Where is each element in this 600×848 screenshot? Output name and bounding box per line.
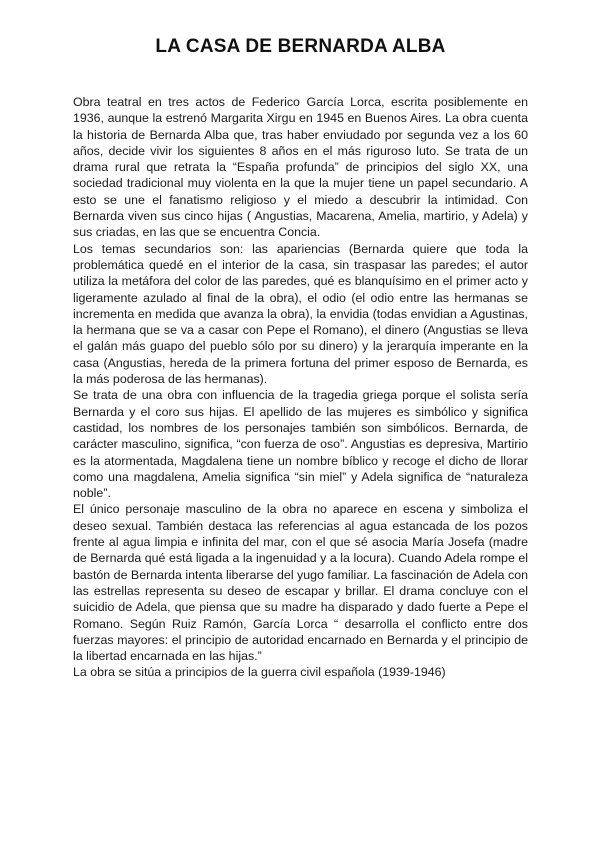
document-body xyxy=(73,94,528,681)
paragraph-introduction: Obra teatral en tres actos de Federico García Lorca, escrita posiblemente en 1936, aunque la estrenó Margarita Xirgu en 1945 en Buenos Aires. La obra cuenta la historia de Bernarda Alba que, tras haber enviudado por segunda vez a los 60 años, decide vivir los siguientes 8 años en el más riguroso luto. Se trata de un drama rural que retrata la “España profunda” de principios del siglo XX, una sociedad tradicional muy violenta en la que la mujer tiene un papel secundario. A esto se une el fanatismo religioso y el miedo a descubrir la intimidad. Con Bernarda viven sus cinco hijas ( Angustias, Macarena, Amelia, martirio, y Adela) y sus criadas, en las que se encuentra Concia. xyxy=(73,95,528,240)
paragraph-symbolism: El único personaje masculino de la obra no aparece en escena y simboliza el deseo sexual. También destaca las referencias al agua estancada de los pozos frente al agua limpia e infinita del mar, con el que sé asocia María Josefa (madre de Bernarda qué está ligada a la ingenuidad y a la locura). Cuando Adela rompe el bastón de Bernarda intenta liberarse del yugo familiar. La fascinación de Adela con las estrellas representa su deseo de escapar y brillar. El drama concluye con el suicidio de Adela, que piensa que su madre ha disparado y dado fuerte a Pepe el Romano. Según Ruiz Ramón, García Lorca “ desarrolla el conflicto entre dos fuerzas mayores: el principio de autoridad encarnado en Bernarda y el principio de la libertad encarnada en las hijas.” xyxy=(73,502,528,664)
paragraph-secondary-themes: Los temas secundarios son: las apariencias (Bernarda quiere que toda la problemática quedé en el interior de la casa, sin traspasar las paredes; el autor utiliza la metáfora del color de las paredes, qué es blanquísimo en el primer acto y ligeramente azulado al final de la obra), el odio (el odio entre las hermanas se incrementa en medida que avanza la obra), la envidia (todas envidian a Agustinas, la hermana que se va a casar con Pepe el Romano), el dinero (Angustias se lleva el galán más guapo del pueblo sólo por su dinero) y la jerarquía imperante en la casa (Angustias, hereda de la primera fortuna del primer esposo de Bernarda, es la más poderosa de las hermanas). xyxy=(73,241,528,387)
page-title: LA CASA DE BERNARDA ALBA xyxy=(155,36,446,57)
paragraph-greek-tragedy-influence: Se trata de una obra con influencia de la tragedia griega porque el solista sería Bernarda y el coro sus hijas. El apellido de las mujeres es simbólico y significa castidad, los nombres de los personajes también son simbólicos. Bernarda, de carácter masculino, significa, “con fuerza de oso”. Angustias es depresiva, Martirio es la atormentada, Magdalena tiene un nombre bíblico y recoge el dicho de llorar como una magdalena, Amelia significa “sin miel” y Adela significa de “naturaleza noble”. xyxy=(73,388,528,501)
paragraph-setting: La obra se sitúa a principios de la guerra civil española (1939-1946) xyxy=(73,665,446,680)
